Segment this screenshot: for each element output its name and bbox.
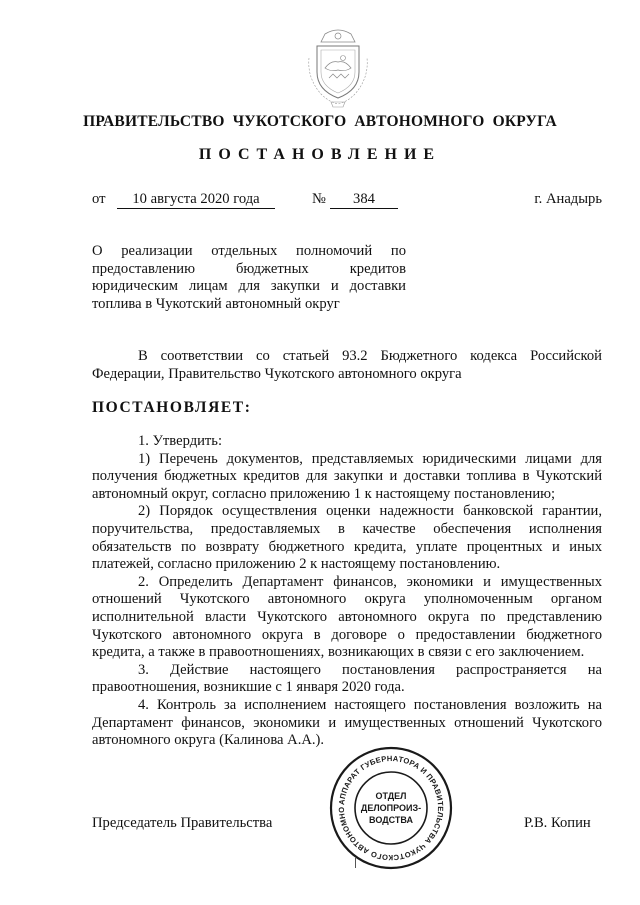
resolve-heading: ПОСТАНОВЛЯЕТ: <box>92 399 252 416</box>
document-subject: О реализации отдельных полномочий по предоставлению бюджетных кредитов юридическим лицам для закупки и доставки топлива в Чукотский автономный округ <box>92 243 406 312</box>
paragraph-item: 2. Определить Департамент финансов, экономики и имущественных отношений Чукотского автономного округа уполномоченным органом исполнительной власти Чукотского автономного округа по представлению Чукотского автономного округа в договоре о предоставлении бюджетного кредита, а также в правоотношениях, возникающих в связи с его заключением. <box>92 573 602 661</box>
resolution-body <box>92 433 602 750</box>
document-city: г. Анадырь <box>534 191 602 207</box>
stamp-line-1: ОТДЕЛ <box>375 791 407 801</box>
signatory-position: Председатель Правительства <box>92 815 273 831</box>
document-number: 384 <box>330 191 398 209</box>
preamble-paragraph: В соответствии со статьей 93.2 Бюджетного кодекса Российской Федерации, Правительство Чукотского автономного округа <box>92 348 602 382</box>
paragraph-item: 2) Порядок осуществления оценки надежности банковской гарантии, поручительства, предоставляемых в качестве обеспечения исполнения обязательств по возврату бюджетного кредита, уплате процентных и иных платежей, согласно приложению 2 к настоящему постановлению. <box>92 503 602 573</box>
stamp-line-3: ВОДСТВА <box>369 815 413 825</box>
scan-mark <box>355 858 356 868</box>
document-date: 10 августа 2020 года <box>117 191 275 209</box>
paragraph-item: 1) Перечень документов, представляемых юридическими лицами для получения бюджетных кредитов для закупки и доставки топлива в Чукотский автономный округ, согласно приложению 1 к настоящему постановлению; <box>92 450 602 502</box>
paragraph-item: 1. Утвердить: <box>138 433 223 449</box>
document-type-title: ПОСТАНОВЛЕНИЕ <box>198 146 442 163</box>
coat-of-arms-icon <box>303 28 373 108</box>
government-title: ПРАВИТЕЛЬСТВО ЧУКОТСКОГО АВТОНОМНОГО ОКРУГА <box>83 113 557 130</box>
date-prefix: от <box>92 191 106 207</box>
paragraph-item: 4. Контроль за исполнением настоящего постановления возложить на Департамент финансов, экономики и имущественных отношений Чукотского автономного округа (Калинова А.А.). <box>92 696 602 749</box>
document-meta-line <box>92 191 602 211</box>
office-stamp <box>328 745 454 871</box>
signatory-name: Р.В. Копин <box>524 815 591 831</box>
number-sign: № <box>312 191 326 207</box>
stamp-ring-text: АППАРАТ ГУБЕРНАТОРА И ПРАВИТЕЛЬСТВА ЧУКОТСКОГО АВТОНОМНО <box>336 753 446 863</box>
stamp-line-2: ДЕЛОПРОИЗ- <box>360 803 422 813</box>
paragraph-item: 3. Действие настоящего постановления распространяется на правоотношения, возникшие с 1 января 2020 года. <box>92 661 602 696</box>
